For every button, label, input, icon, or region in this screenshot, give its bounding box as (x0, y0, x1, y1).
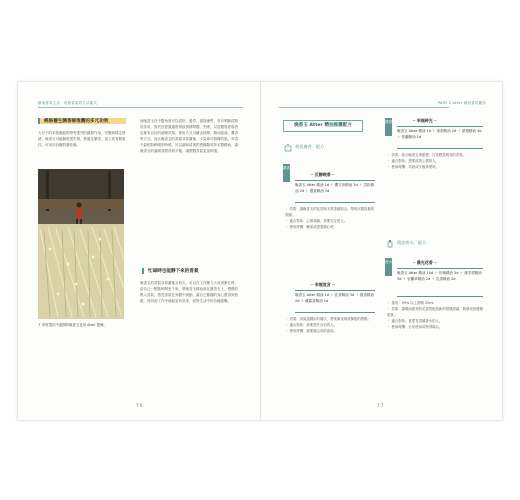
recipe2-rule-bottom (295, 312, 375, 313)
recipe2-body: 晚香玉 Atter 精油 1d ＋ 乳香精油 3d ＋ 檀香精油 2d ＋ 廣藿香精油 1d (295, 293, 374, 303)
recipe4-notes (387, 300, 485, 330)
recipe3-body: 晚香玉 Atter 精油 1d ＋ 茉莉精油 2d ＋ 甜橙精油 3d ＋ 依蘭精油 1d (397, 129, 482, 139)
recipe2-title: ─ 幸福宣言 ─ (311, 282, 335, 287)
section-title-benefits: 經絡養生調香師推薦的多元功效 (38, 118, 126, 124)
recipe2-note: ・ 效果：香氣溫潤而有層次，帶來愉悅與被擁抱的感覺。 (285, 317, 371, 321)
recipe2-rule (295, 290, 375, 291)
recipe4-rule-bottom (397, 296, 483, 297)
sub-heading-diffuser: 香氛擴香．配方 (295, 144, 325, 149)
recipe1-notes (285, 206, 377, 230)
recipe3-title: ─ 幸福時光 ─ (413, 118, 437, 123)
left-page (18, 82, 260, 420)
recipe3-rule-bottom (397, 148, 483, 149)
recipe1-rule-bottom (295, 202, 375, 203)
section-title-calm: 忙碌時也能靜下來的香氣 (142, 268, 238, 274)
tab-diffuse-1: 擴香 (283, 164, 290, 182)
sub-heading-perfume: 精油香水．配方 (397, 240, 427, 245)
recipe4-note: ・ 效果：溫暖而甜美的花香搭配清新的柑橘香調，散發成熟優雅氣質。 (387, 307, 484, 317)
right-page-number: 7 7 (377, 403, 384, 408)
section-calm-paragraph: 晚香玉的香氣非常濃郁且持久，可以在工作壓力大或者繁忙時，給自己一點點時間坐下來，將晚香玉精油滴在擴香石上，慢慢的吸入香氣，感受香氣在身體中流動，讓自己緊繃的身心靈得到放鬆，再回到工作中就能更有效率，面對生活中的各種挑戰。 (140, 281, 238, 303)
left-head-rule (38, 107, 243, 108)
section-benefits-paragraph: 大分子的苯基酯能夠帶有強烈的鎮靜作用，安撫和穩定情緒，晚香玉可緩解慌張失措、焦慮及緊張，加上其有親膚性，可用於治療肌膚乾燥。 (38, 131, 126, 147)
recipe3-notes (387, 152, 485, 170)
recipe3-rule (397, 126, 483, 127)
left-running-head: 精油香氛生活：培養香氣的生活儀式 (38, 101, 98, 105)
right-head-rule (279, 107, 449, 108)
recipe4-title: ─ 晨光花香 ─ (413, 260, 437, 265)
tab-perfume: 香水 (385, 258, 392, 276)
perfume-bottle-icon (385, 238, 395, 248)
recipe1-body: 晚香玉 Atter 精油 1d ＋ 薰衣草精油 3d ＋ 雪松精油 2d ＋ 檀香精油 1d (295, 183, 374, 193)
recipe4-body: 晚香玉 Atter 精油 10d ＋ 玫瑰精油 5d ＋ 佛手柑精油 3d ＋ 岩蘭草精油 2d ＋ 乳香精油 2d (397, 271, 482, 281)
recipe3-note: ・ 適合對象：想要改善心情的人。 (387, 159, 439, 163)
right-page (260, 82, 502, 420)
recipe4-note: ・ 基底：99% 以上酒精 25ml (387, 301, 434, 305)
recipe2-note: ・ 使用時機：重要場合或約會前。 (285, 329, 337, 333)
recipe3-note: ・ 效果：結合晚香玉與甜橙，打造輕盈明亮的香氛。 (387, 153, 467, 157)
book-spread (18, 82, 502, 420)
recipe1-title: ─ 沉靜晚香 ─ (311, 172, 335, 177)
recipe3-note: ・ 使用時機：早晨或午後休憩時。 (387, 165, 439, 169)
right-running-head: PART 2 Atter 精油香氛應用 (437, 101, 486, 105)
recipe1-note: ・ 適合對象：心情煩躁、需要安定的人。 (285, 219, 348, 223)
recipe4-note: ・ 適合對象：喜愛花香調香水的人。 (387, 319, 443, 323)
recipe1-rule (295, 180, 375, 181)
tab-diffuse-2: 擴香 (385, 118, 392, 136)
photo-caption: ↑ 印度農田中盛開的晚香玉花朵 Atter 提煉。 (38, 323, 107, 327)
recipe4-note: ・ 使用時機：日常使用或特別場合。 (387, 325, 443, 329)
recipe2-notes (285, 316, 377, 334)
recipe2-note: ・ 適合對象：需要提升自信的人。 (285, 323, 337, 327)
diffuser-icon (283, 142, 293, 152)
field-photo (38, 169, 124, 319)
recipe1-note: ・ 效果：讓晚香玉的花香與木質香調結合，帶來沉穩放鬆的氛圍。 (285, 207, 375, 217)
recipe4-rule (397, 268, 483, 269)
recipe-page-title: 晚香玉 Atter 精油推薦配方 (283, 120, 363, 132)
recipe1-note: ・ 使用時機：睡前或需要靜心時。 (285, 225, 337, 229)
col2-paragraph: 而晚香玉在中醫角度可以清肝、養胃，滋陰補腎，具有利肺清熱的作用，對於因思慮過度導致情緒問題、失眠，以及體質虛弱者也都有良好的調理效果，使用方式可藉由按摩、精油泡澡、薰香等方式。而且晚香玉的香氣非常濃郁，少量即可發揮效果。草香天氣相對稍暖的時候，可以調和清爽的柑橘類或草本類精油，讓晚香玉的溫暖香甜得到平衡，讓整體香氣更加和諧。 (140, 119, 238, 153)
left-page-number: 7 6 (136, 403, 143, 408)
